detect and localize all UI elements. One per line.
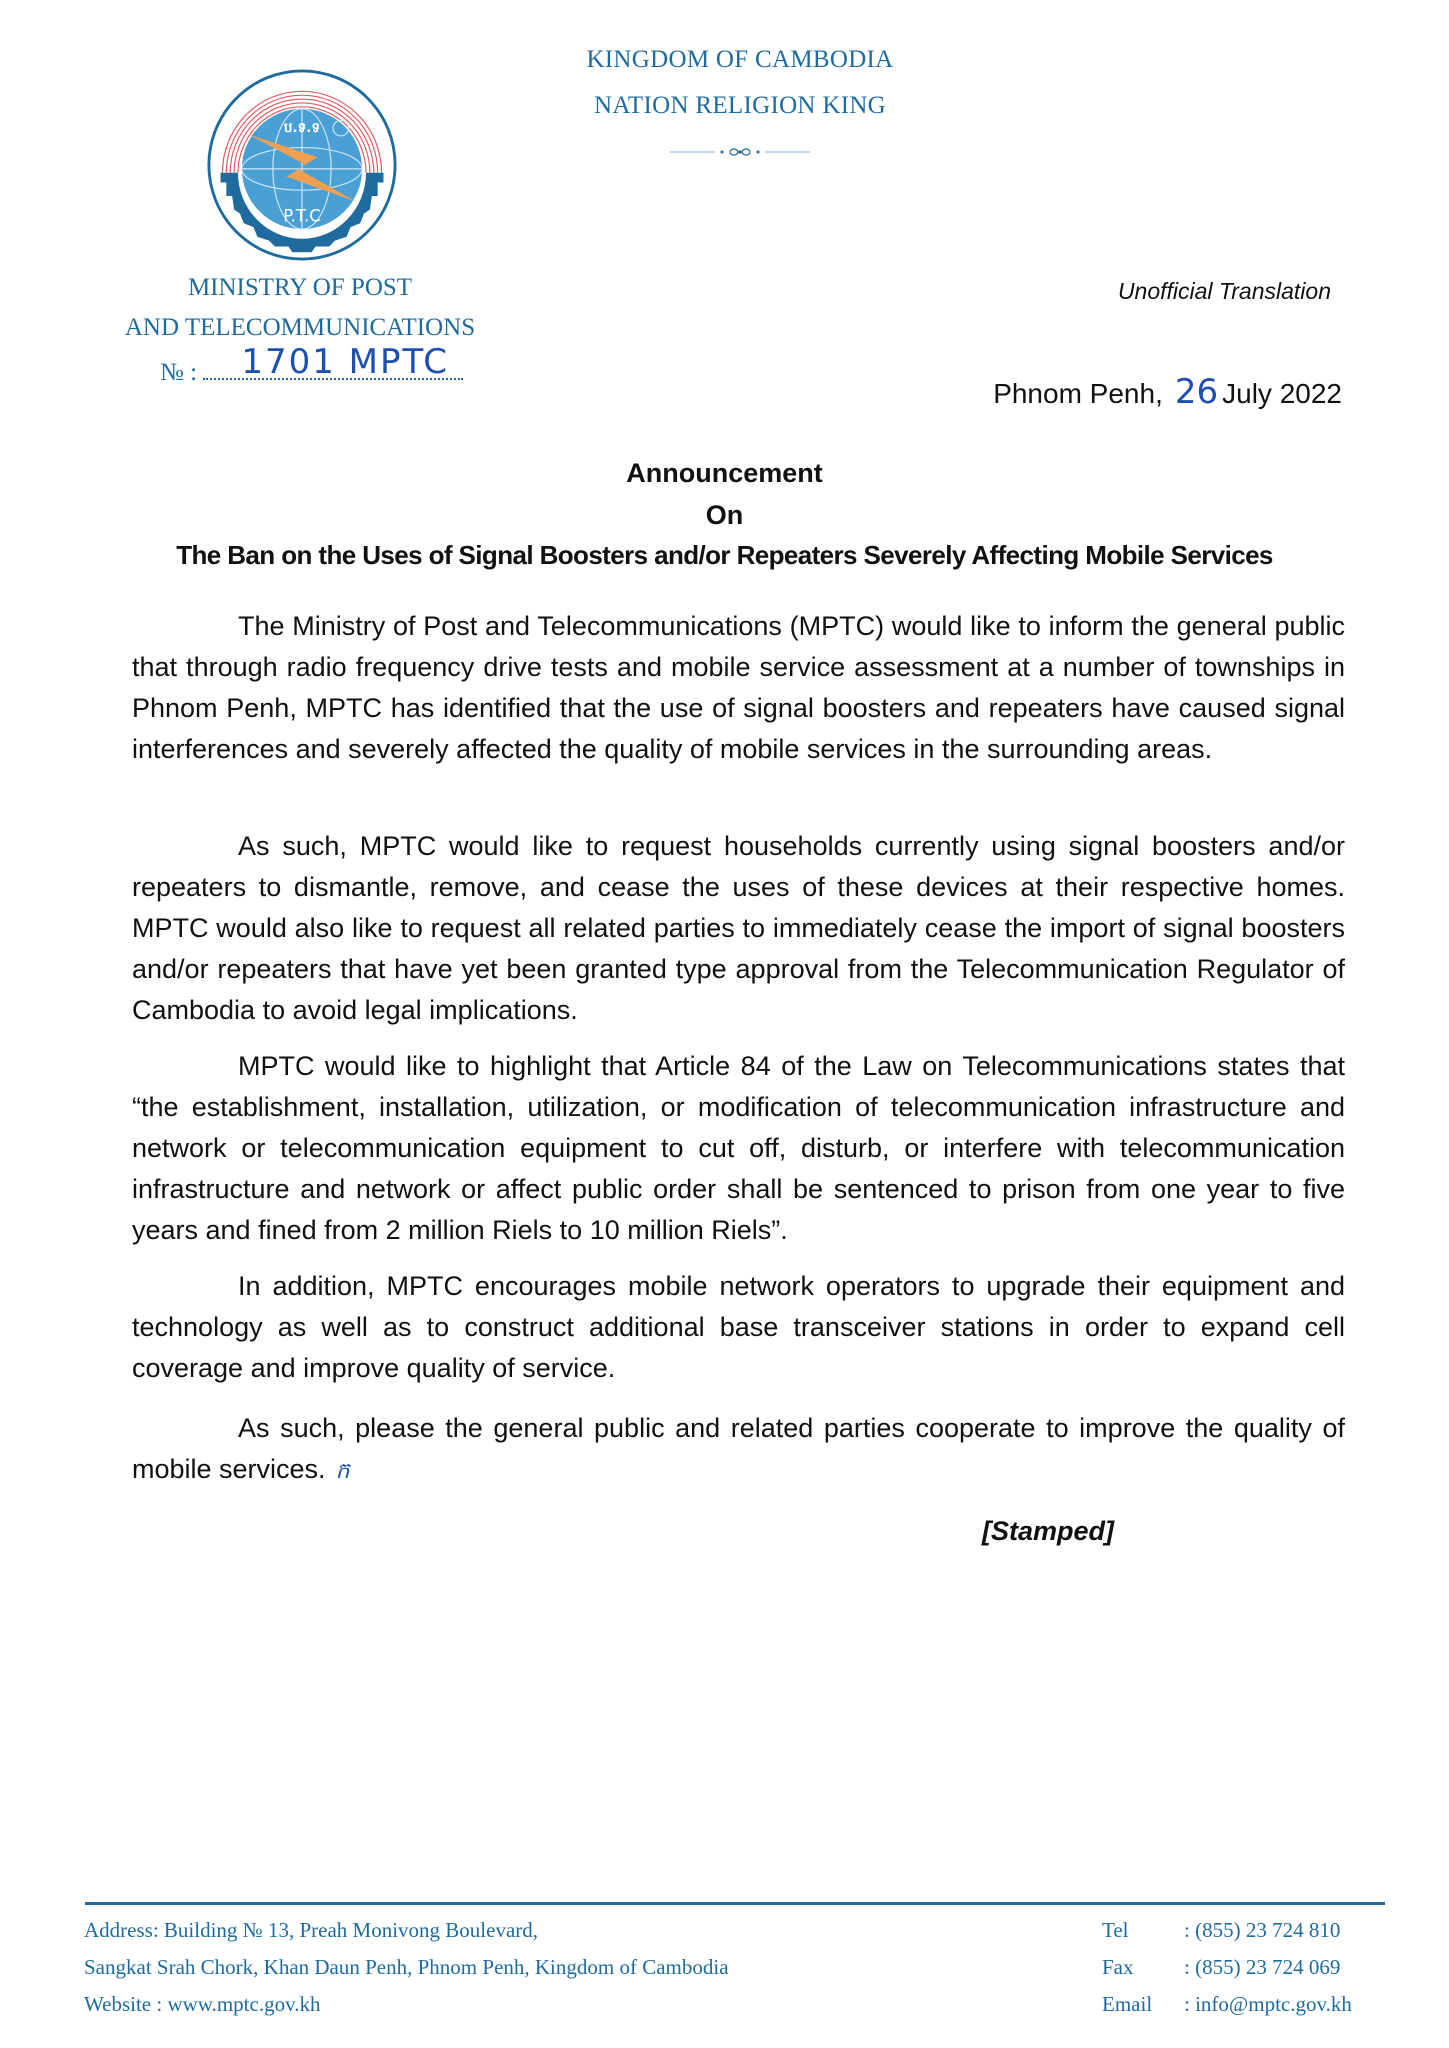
logo-khmer-initials: ប.ទ.ទ — [283, 120, 321, 137]
body-paragraph: MPTC would like to highlight that Article 84 of the Law on Telecommunications states that “the establishment, installation, utilization, or modification of telecommunication infrastructure and network or telecommunication equipment to cut off, disturb, or interfere with telecommunication infrastructure and network or affect public order shall be sentenced to prison from one year to five years and fined from 2 million Riels to 10 million Riels”. — [132, 1051, 1345, 1245]
translation-note: Unofficial Translation — [1117, 278, 1331, 304]
contact-value-email[interactable]: : info@mptc.gov.kh — [1184, 1992, 1352, 2016]
contact-label: Tel — [1102, 1918, 1129, 1942]
contact-label: Fax — [1102, 1955, 1134, 1979]
date-place: Phnom Penh, — [993, 378, 1163, 409]
website-link[interactable]: Website : www.mptc.gov.kh — [84, 1992, 321, 2016]
body-paragraph: As such, MPTC would like to request households currently using signal boosters and/or repeaters to dismantle, remove, and cease the uses of these devices at their respective homes. MPTC would also like to request all related parties to immediately cease the import of signal boosters and/or repeaters that have yet been granted type approval from the Telecommunication Regulator of Cambodia to avoid legal implications. — [132, 831, 1345, 1025]
motto-heading: NATION RELIGION KING — [593, 92, 887, 119]
contact-label: Email — [1102, 1992, 1153, 2016]
reference-number-line — [160, 342, 463, 387]
contact-tel — [1102, 1912, 1352, 1949]
country-heading: KINGDOM OF CAMBODIA — [586, 46, 894, 73]
announcement-title: Announcement — [626, 458, 823, 488]
footer-contacts — [1102, 1912, 1352, 2023]
body-paragraph-closing — [132, 1408, 1345, 1492]
ministry-name-line1: MINISTRY OF POST — [187, 274, 413, 301]
date-month-year: July 2022 — [1222, 378, 1342, 409]
closing-text: As such, please the general public and related parties cooperate to improve the quality of mobile services. — [132, 1413, 1345, 1484]
address-line1: Address: Building № 13, Preah Monivong Boulevard, — [84, 1918, 539, 1942]
date-line — [993, 372, 1342, 412]
contact-value: : (855) 23 724 069 — [1184, 1955, 1341, 1979]
contact-email — [1102, 1986, 1352, 2023]
footer-address — [84, 1912, 729, 2023]
handwritten-initial: ក — [335, 1459, 350, 1484]
reference-dotted-field — [203, 342, 463, 382]
logo-latin-initials: P.T.C — [283, 206, 321, 226]
footer-divider — [85, 1902, 1385, 1905]
address-line2: Sangkat Srah Chork, Khan Daun Penh, Phnom Penh, Kingdom of Cambodia — [84, 1955, 729, 1979]
body-paragraph: In addition, MPTC encourages mobile network operators to upgrade their equipment and technology as well as to construct additional base transceiver stations in order to expand cell coverage and improve quality of service. — [132, 1271, 1345, 1383]
stamped-note: [Stamped] — [982, 1516, 1115, 1546]
ornament-divider-icon — [670, 146, 810, 158]
contact-value: : (855) 23 724 810 — [1184, 1918, 1341, 1942]
announcement-subject: The Ban on the Uses of Signal Boosters and/or Repeaters Severely Affecting Mobile Services — [176, 540, 1273, 570]
contact-fax — [1102, 1949, 1352, 1986]
reference-label: № : — [160, 359, 198, 386]
ministry-logo-icon — [205, 68, 399, 262]
reference-number: 1701 MPTC — [241, 342, 450, 382]
body-paragraph: The Ministry of Post and Telecommunications (MPTC) would like to inform the general public that through radio frequency drive tests and mobile service assessment at a number of townships in Phnom Penh, MPTC has identified that the use of signal boosters and repeaters have caused signal interferences and severely affected the quality of mobile services in the surrounding areas. — [132, 611, 1345, 764]
announcement-on: On — [705, 500, 744, 530]
ministry-name-line2: AND TELECOMMUNICATIONS — [124, 314, 476, 341]
date-day: 26 — [1174, 372, 1219, 412]
